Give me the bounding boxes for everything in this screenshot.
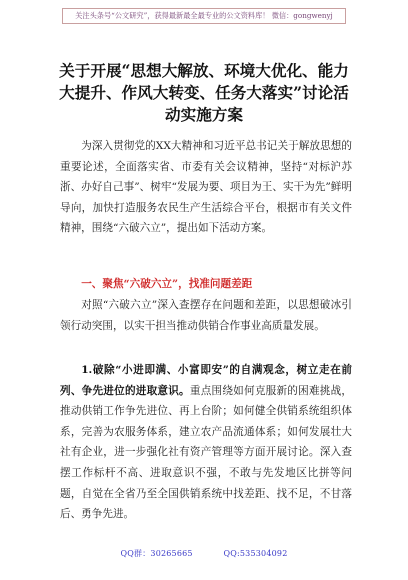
section-1-paragraph: 对照“六破六立”深入查摆存在问题和差距，以思想破冰引领行动突围，以实干担当推动供销合作事业高质量发展。 — [60, 299, 352, 332]
item-1-body: 重点围绕如何克服新的困难挑战，推动供销工作争先进位、再上台阶；如何健全供销系统组织体系，完善为农服务体系，建立农产品流通体系；如何发展壮大社有企业，进一步强化社有资产管理等方面开展讨论。深入查摆工作标杆不高、进取意识不强，不敢与先发地区比拼等问题，自觉在全省乃至全国供销系统中找差距、找不足，不甘落后、勇争先进。 — [60, 384, 353, 521]
qq-group-text: QQ群：30265665 — [120, 549, 193, 558]
section-1-heading: 一、聚焦“六破六立”，找准问题差距 — [81, 278, 253, 290]
qq-number-text: QQ:535304092 — [223, 549, 288, 558]
item-1-title: 1.破除“小进即满、小富即安”的自满观念，树立走在前列、争先进位的进取意识。 — [60, 364, 352, 397]
document-title: 关于开展“思想大解放、环境大优化、能力大提升、作风大转变、任务大落实”讨论活动实施方案 — [59, 61, 349, 124]
intro-paragraph: 为深入贯彻党的XX大精神和习近平总书记关于解放思想的重要论述，全面落实省、市委有关会议精神，坚持“对标沪苏浙、办好自己事”、树牢“发展为要、项目为王、实干为先”鲜明导向，加快打造服务农民生产生活综合平台，根据市有关文件精神，围绕“六破六立”，提出如下活动方案。 — [60, 140, 352, 235]
contact-footer — [0, 548, 408, 559]
promo-banner: 关注头条号“公文研究”，获得最新最全最专业的公文资料库！ 微信：gongwenyj — [62, 8, 346, 24]
item-1-paragraph — [60, 360, 352, 525]
